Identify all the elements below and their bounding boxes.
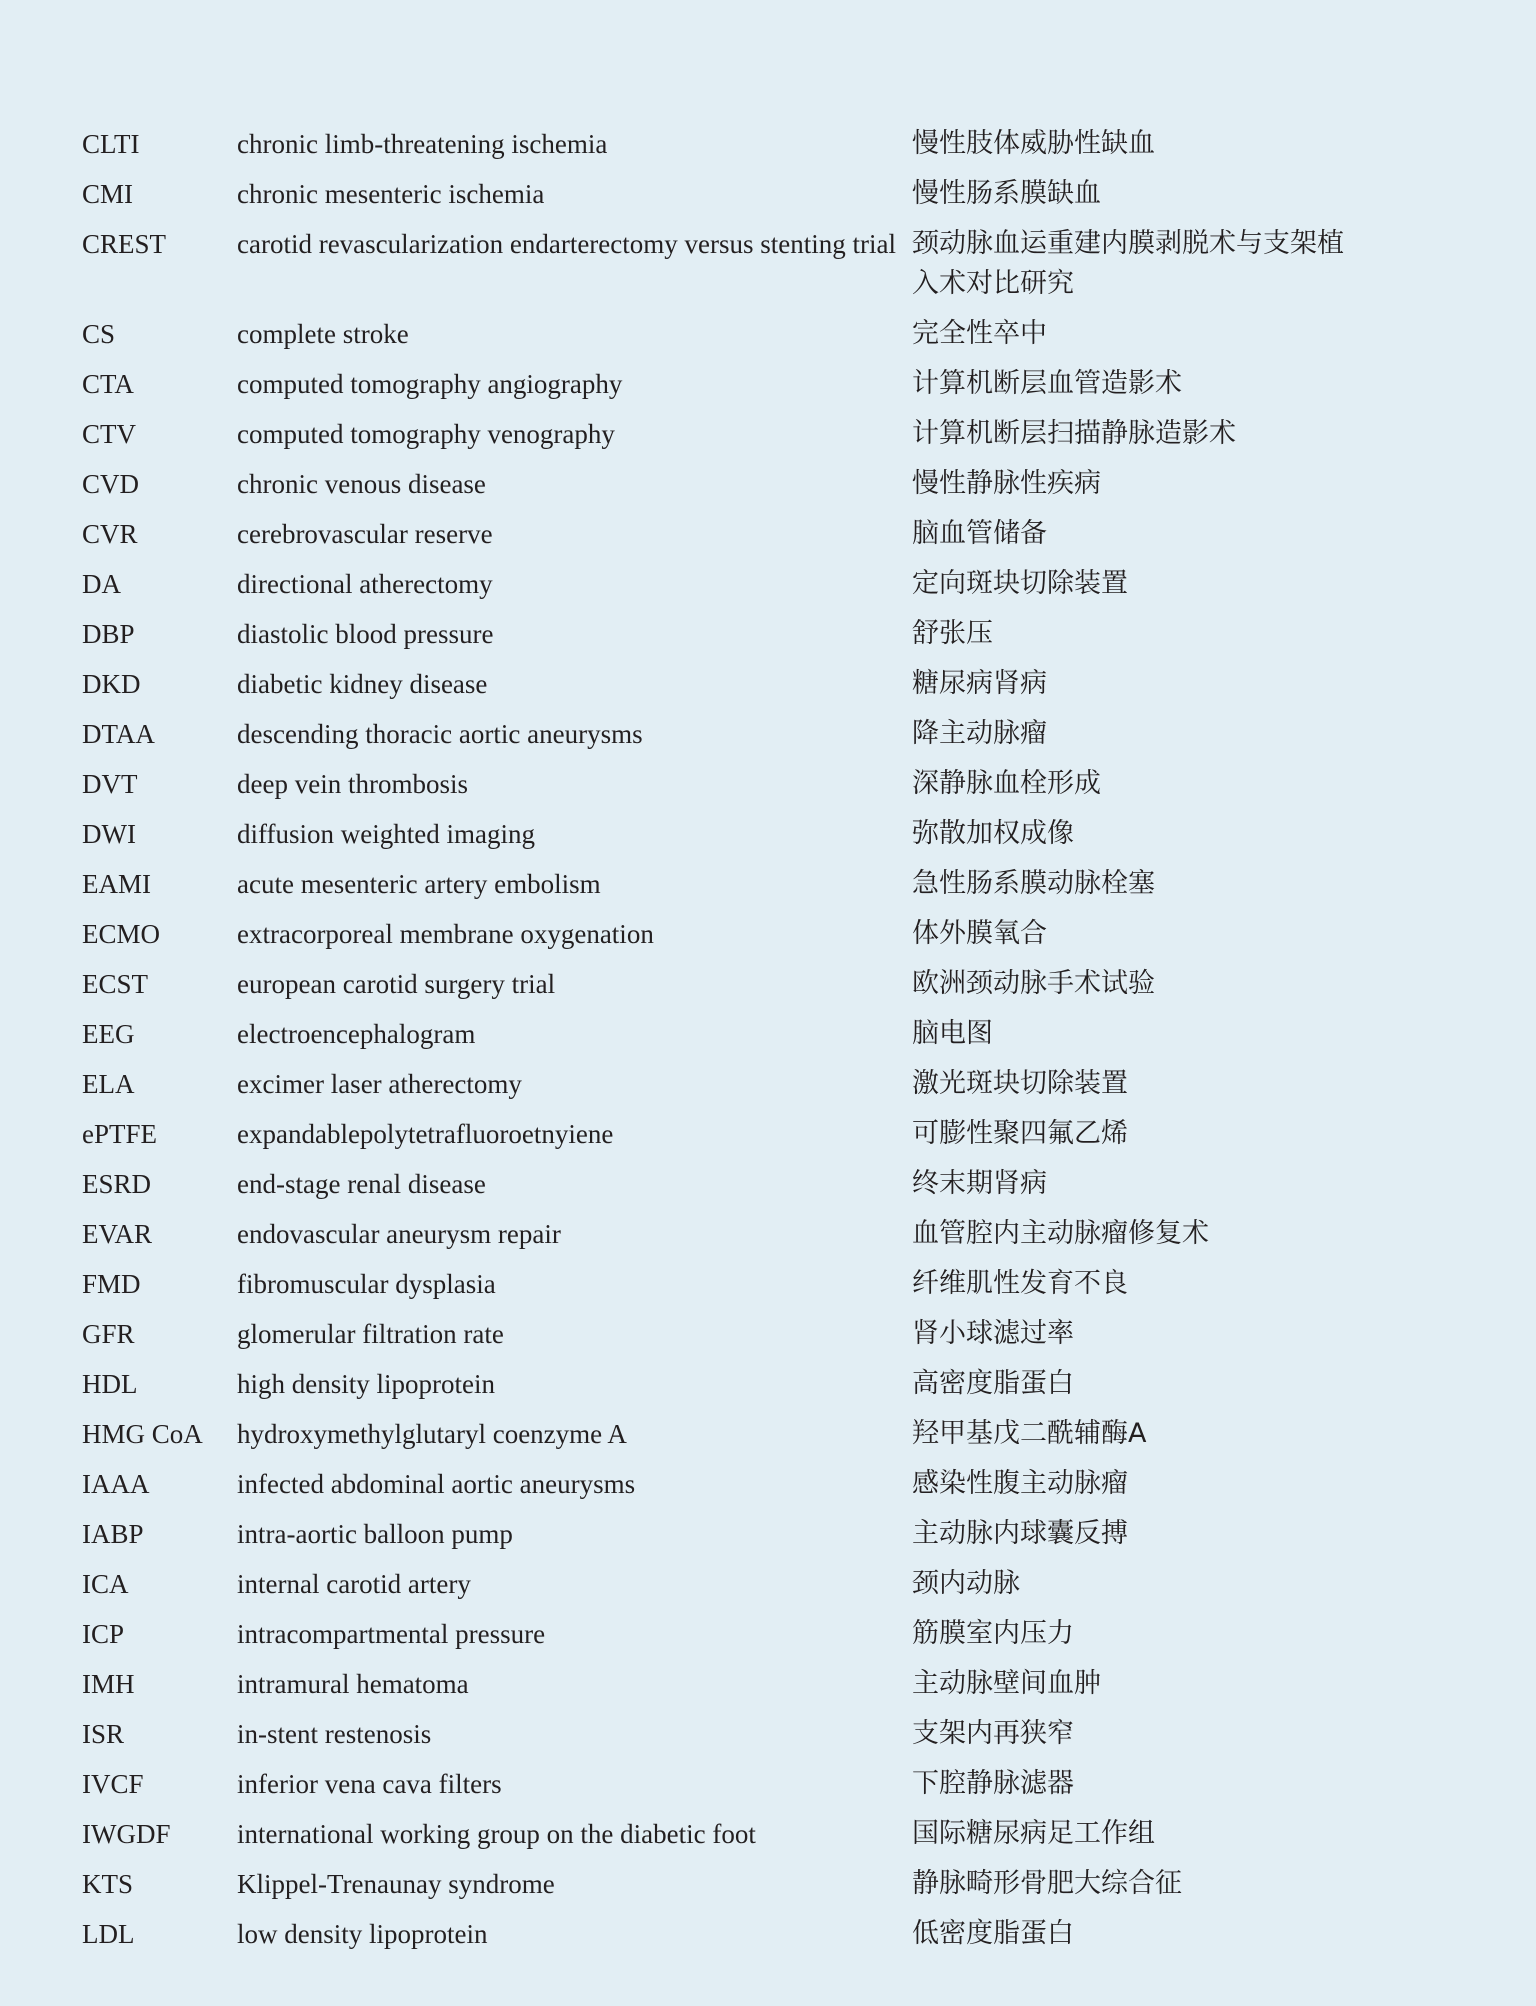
glossary-row	[82, 1264, 1382, 1304]
abbreviation: EEG	[82, 1019, 135, 1049]
abbreviation: IMH	[82, 1669, 135, 1699]
english-term: endovascular aneurysm repair	[237, 1219, 561, 1249]
abbreviation: DBP	[82, 619, 135, 649]
chinese-term: 颈内动脉	[912, 1568, 1020, 1599]
glossary-row	[82, 1014, 1382, 1054]
abbreviation: HMG CoA	[82, 1419, 203, 1449]
english-term: directional atherectomy	[237, 569, 493, 599]
chinese-term: 高密度脂蛋白	[912, 1368, 1074, 1399]
chinese-term: 肾小球滤过率	[912, 1318, 1074, 1349]
glossary-row	[82, 414, 1382, 454]
abbreviation: CVR	[82, 519, 138, 549]
abbreviation: LDL	[82, 1919, 135, 1949]
english-term: intracompartmental pressure	[237, 1619, 546, 1649]
english-term: complete stroke	[237, 319, 409, 349]
english-term: Klippel-Trenaunay syndrome	[237, 1869, 555, 1899]
chinese-term: 定向斑块切除装置	[912, 568, 1128, 599]
abbreviation: GFR	[82, 1319, 135, 1349]
glossary-row	[82, 1864, 1382, 1904]
glossary-row	[82, 1064, 1382, 1104]
chinese-term: 羟甲基戊二酰辅酶A	[912, 1418, 1147, 1449]
abbreviation: CS	[82, 319, 116, 349]
english-term: fibromuscular dysplasia	[237, 1269, 496, 1299]
glossary-row	[82, 1514, 1382, 1554]
chinese-term: 体外膜氧合	[912, 918, 1047, 949]
abbreviation: CTA	[82, 369, 134, 399]
english-term: in-stent restenosis	[237, 1719, 432, 1749]
abbreviation: ICP	[82, 1619, 125, 1649]
abbreviation-list	[82, 124, 1382, 1964]
chinese-term: 急性肠系膜动脉栓塞	[912, 868, 1155, 899]
glossary-row	[82, 1614, 1382, 1654]
glossary-row	[82, 764, 1382, 804]
abbreviation: HDL	[82, 1369, 138, 1399]
abbreviation: DA	[82, 569, 121, 599]
english-term: electroencephalogram	[237, 1019, 476, 1049]
glossary-row	[82, 964, 1382, 1004]
chinese-term: 静脉畸形骨肥大综合征	[912, 1868, 1182, 1899]
glossary-row	[82, 174, 1382, 214]
english-term: excimer laser atherectomy	[237, 1069, 522, 1099]
english-term: computed tomography angiography	[237, 369, 623, 399]
chinese-term: 支架内再狭窄	[912, 1718, 1074, 1749]
glossary-row	[82, 1164, 1382, 1204]
chinese-term: 完全性卒中	[912, 318, 1047, 349]
chinese-term: 脑电图	[912, 1018, 993, 1049]
chinese-term: 筋膜室内压力	[912, 1618, 1074, 1649]
glossary-row	[82, 314, 1382, 354]
english-term: cerebrovascular reserve	[237, 519, 493, 549]
chinese-term: 脑血管储备	[912, 518, 1047, 549]
abbreviation: IABP	[82, 1519, 144, 1549]
english-term: extracorporeal membrane oxygenation	[237, 919, 654, 949]
glossary-row	[82, 1714, 1382, 1754]
english-term: acute mesenteric artery embolism	[237, 869, 601, 899]
chinese-term: 激光斑块切除装置	[912, 1068, 1128, 1099]
glossary-row	[82, 124, 1382, 164]
abbreviation: EVAR	[82, 1219, 153, 1249]
glossary-row	[82, 1664, 1382, 1704]
english-term: inferior vena cava filters	[237, 1769, 502, 1799]
english-term: chronic venous disease	[237, 469, 486, 499]
english-term: hydroxymethylglutaryl coenzyme A	[237, 1419, 627, 1449]
glossary-row	[82, 814, 1382, 854]
chinese-term: 舒张压	[912, 618, 993, 649]
glossary-row	[82, 1214, 1382, 1254]
chinese-term: 慢性肠系膜缺血	[912, 178, 1101, 209]
glossary-row	[82, 564, 1382, 604]
chinese-term: 感染性腹主动脉瘤	[912, 1468, 1128, 1499]
abbreviation: ISR	[82, 1719, 125, 1749]
english-term: intramural hematoma	[237, 1669, 469, 1699]
chinese-term: 计算机断层血管造影术	[912, 368, 1182, 399]
glossary-row	[82, 1114, 1382, 1154]
chinese-term: 慢性静脉性疾病	[912, 468, 1101, 499]
abbreviation: IAAA	[82, 1469, 150, 1499]
abbreviation: CMI	[82, 179, 134, 209]
english-term: chronic limb-threatening ischemia	[237, 129, 608, 159]
abbreviation: FMD	[82, 1269, 141, 1299]
glossary-row	[82, 364, 1382, 404]
chinese-term: 纤维肌性发育不良	[912, 1268, 1128, 1299]
glossary-row	[82, 1414, 1382, 1454]
chinese-term: 低密度脂蛋白	[912, 1918, 1074, 1949]
chinese-term: 欧洲颈动脉手术试验	[912, 968, 1155, 999]
abbreviation: ECST	[82, 969, 149, 999]
chinese-term: 弥散加权成像	[912, 818, 1074, 849]
english-term: chronic mesenteric ischemia	[237, 179, 545, 209]
abbreviation: ECMO	[82, 919, 161, 949]
glossary-row	[82, 614, 1382, 654]
glossary-row	[82, 914, 1382, 954]
english-term: computed tomography venography	[237, 419, 615, 449]
chinese-term: 颈动脉血运重建内膜剥脱术与支架植入术对比研究	[912, 228, 1344, 299]
glossary-row	[82, 1814, 1382, 1854]
chinese-term: 慢性肢体威胁性缺血	[912, 128, 1155, 159]
abbreviation: KTS	[82, 1869, 134, 1899]
glossary-row	[82, 1914, 1382, 1954]
abbreviation: DWI	[82, 819, 136, 849]
abbreviation: CTV	[82, 419, 136, 449]
chinese-term: 可膨性聚四氟乙烯	[912, 1118, 1128, 1149]
abbreviation: IWGDF	[82, 1819, 171, 1849]
chinese-term: 降主动脉瘤	[912, 718, 1047, 749]
english-term: european carotid surgery trial	[237, 969, 556, 999]
glossary-row	[82, 1464, 1382, 1504]
english-term: international working group on the diabetic foot	[237, 1819, 756, 1849]
abbreviation: IVCF	[82, 1769, 144, 1799]
english-term: descending thoracic aortic aneurysms	[237, 719, 643, 749]
english-term: high density lipoprotein	[237, 1369, 495, 1399]
abbreviation: CLTI	[82, 129, 140, 159]
glossary-row	[82, 664, 1382, 704]
english-term: low density lipoprotein	[237, 1919, 488, 1949]
abbreviation: CVD	[82, 469, 140, 499]
chinese-term: 主动脉内球囊反搏	[912, 1518, 1128, 1549]
glossary-row	[82, 1364, 1382, 1404]
glossary-row	[82, 714, 1382, 754]
english-term: diffusion weighted imaging	[237, 819, 535, 849]
glossary-row	[82, 224, 1382, 304]
english-term: internal carotid artery	[237, 1569, 471, 1599]
chinese-term: 糖尿病肾病	[912, 668, 1047, 699]
english-term: expandablepolytetrafluoroetnyiene	[237, 1119, 614, 1149]
english-term: diastolic blood pressure	[237, 619, 494, 649]
chinese-term: 国际糖尿病足工作组	[912, 1818, 1155, 1849]
english-term: infected abdominal aortic aneurysms	[237, 1469, 636, 1499]
abbreviation: ESRD	[82, 1169, 152, 1199]
english-term: deep vein thrombosis	[237, 769, 468, 799]
abbreviation: EAMI	[82, 869, 151, 899]
chinese-term: 血管腔内主动脉瘤修复术	[912, 1218, 1209, 1249]
english-term: glomerular filtration rate	[237, 1319, 504, 1349]
chinese-term: 计算机断层扫描静脉造影术	[912, 418, 1236, 449]
glossary-row	[82, 464, 1382, 504]
abbreviation: DKD	[82, 669, 141, 699]
english-term: intra-aortic balloon pump	[237, 1519, 513, 1549]
english-term: carotid revascularization endarterectomy versus stenting trial	[237, 229, 896, 259]
abbreviation: DTAA	[82, 719, 155, 749]
abbreviation: CREST	[82, 229, 167, 259]
abbreviation: ELA	[82, 1069, 135, 1099]
glossary-row	[82, 1764, 1382, 1804]
chinese-term: 终末期肾病	[912, 1168, 1047, 1199]
chinese-term: 深静脉血栓形成	[912, 768, 1101, 799]
glossary-row	[82, 1564, 1382, 1604]
english-term: diabetic kidney disease	[237, 669, 488, 699]
abbreviation: ePTFE	[82, 1119, 158, 1149]
glossary-row	[82, 1314, 1382, 1354]
chinese-term: 主动脉壁间血肿	[912, 1668, 1101, 1699]
glossary-row	[82, 514, 1382, 554]
abbreviation: ICA	[82, 1569, 129, 1599]
abbreviation: DVT	[82, 769, 138, 799]
english-term: end-stage renal disease	[237, 1169, 486, 1199]
glossary-row	[82, 864, 1382, 904]
chinese-term: 下腔静脉滤器	[912, 1768, 1074, 1799]
